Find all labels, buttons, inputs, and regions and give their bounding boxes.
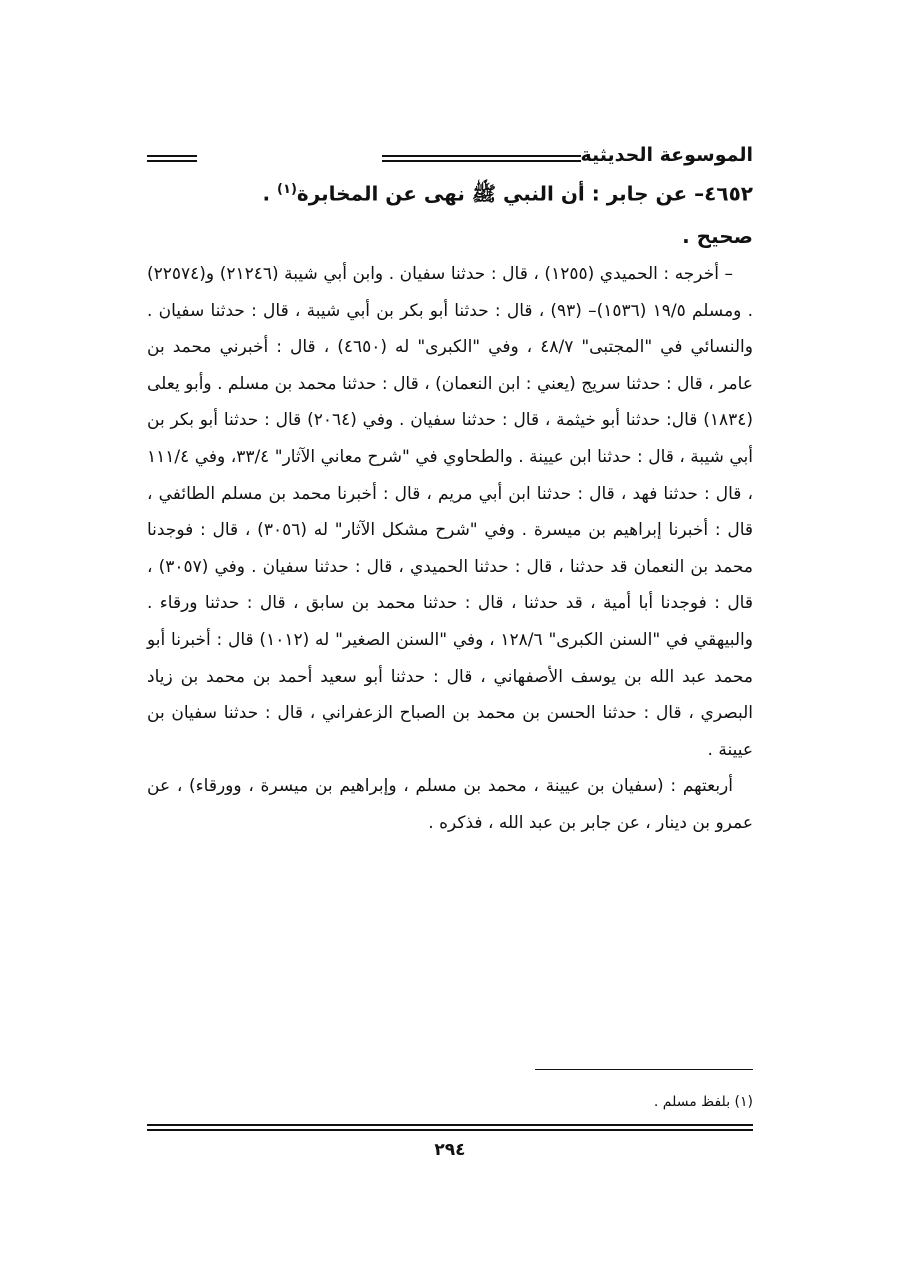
takhrij-body xyxy=(147,256,753,842)
running-header xyxy=(147,142,753,168)
hadith-heading-end: . xyxy=(262,181,278,206)
page-number: ٢٩٤ xyxy=(434,1140,466,1160)
footnote: (١) بلفظ مسلم . xyxy=(653,1094,753,1110)
footnote-marker: (١) xyxy=(277,182,297,197)
book-title: الموسوعة الحديثية xyxy=(580,144,753,166)
hadith-heading xyxy=(147,174,753,210)
summary-paragraph: أربعتهم : (سفيان بن عيينة ، محمد بن مسلم ، وإبراهيم بن ميسرة ، وورقاء) ، عن عمرو بن دينار ، عن جابر بن عبد الله ، فذكره . xyxy=(147,776,753,833)
hadith-grade: صحيح . xyxy=(682,224,753,248)
footnote-separator xyxy=(535,1069,753,1070)
hadith-text: ٤٦٥٢– عن جابر : أن النبي ﷺ نهى عن المخابرة xyxy=(296,181,753,206)
footer-rule xyxy=(147,1124,753,1131)
takhrij-paragraph: – أخرجه : الحميدي (١٢٥٥) ، قال : حدثنا سفيان . وابن أبي شيبة (٢١٢٤٦) و(٢٢٥٧٤) . ومسلم ١٩/٥ (١٥٣٦)– (٩٣) ، قال : حدثنا أبو بكر بن أبي شيبة ، قال : حدثنا سفيان . والنسائي في "المجتبى" ٤٨/٧ ، وفي "الكبرى" له (٤٦٥٠) ، قال : أخبرني محمد بن عامر ، قال : حدثنا سريج (يعني : ابن النعمان) ، قال : حدثنا محمد بن مسلم . وأبو يعلى (١٨٣٤) قال: حدثنا أبو خيثمة ، قال : حدثنا سفيان . وفي (٢٠٦٤) قال : حدثنا أبو بكر بن أبي شيبة ، قال : حدثنا ابن عيينة . والطحاوي في "شرح معاني الآثار" ٣٣/٤، وفي ١١١/٤ ، قال : حدثنا فهد ، قال : حدثنا ابن أبي مريم ، قال : أخبرنا محمد بن مسلم الطائفي ، قال : أخبرنا إبراهيم بن ميسرة . وفي "شرح مشكل الآثار" له (٣٠٥٦) ، قال : فوجدنا محمد بن النعمان قد حدثنا ، قال : حدثنا الحميدي ، قال : حدثنا سفيان . وفي (٣٠٥٧) ، قال : فوجدنا أبا أمية ، قد حدثنا ، قال : حدثنا محمد بن سابق ، قال : حدثنا ورقاء . والبيهقي في "السنن الكبرى" ١٢٨/٦ ، وفي "السنن الصغير" له (١٠١٢) قال : أخبرنا أبو محمد عبد الله بن يوسف الأصفهاني ، قال : حدثنا أبو سعيد أحمد بن محمد بن زياد البصري ، قال : حدثنا الحسن بن محمد بن الصباح الزعفراني ، قال : حدثنا سفيان بن عيينة . xyxy=(147,264,754,760)
page xyxy=(147,0,753,1273)
